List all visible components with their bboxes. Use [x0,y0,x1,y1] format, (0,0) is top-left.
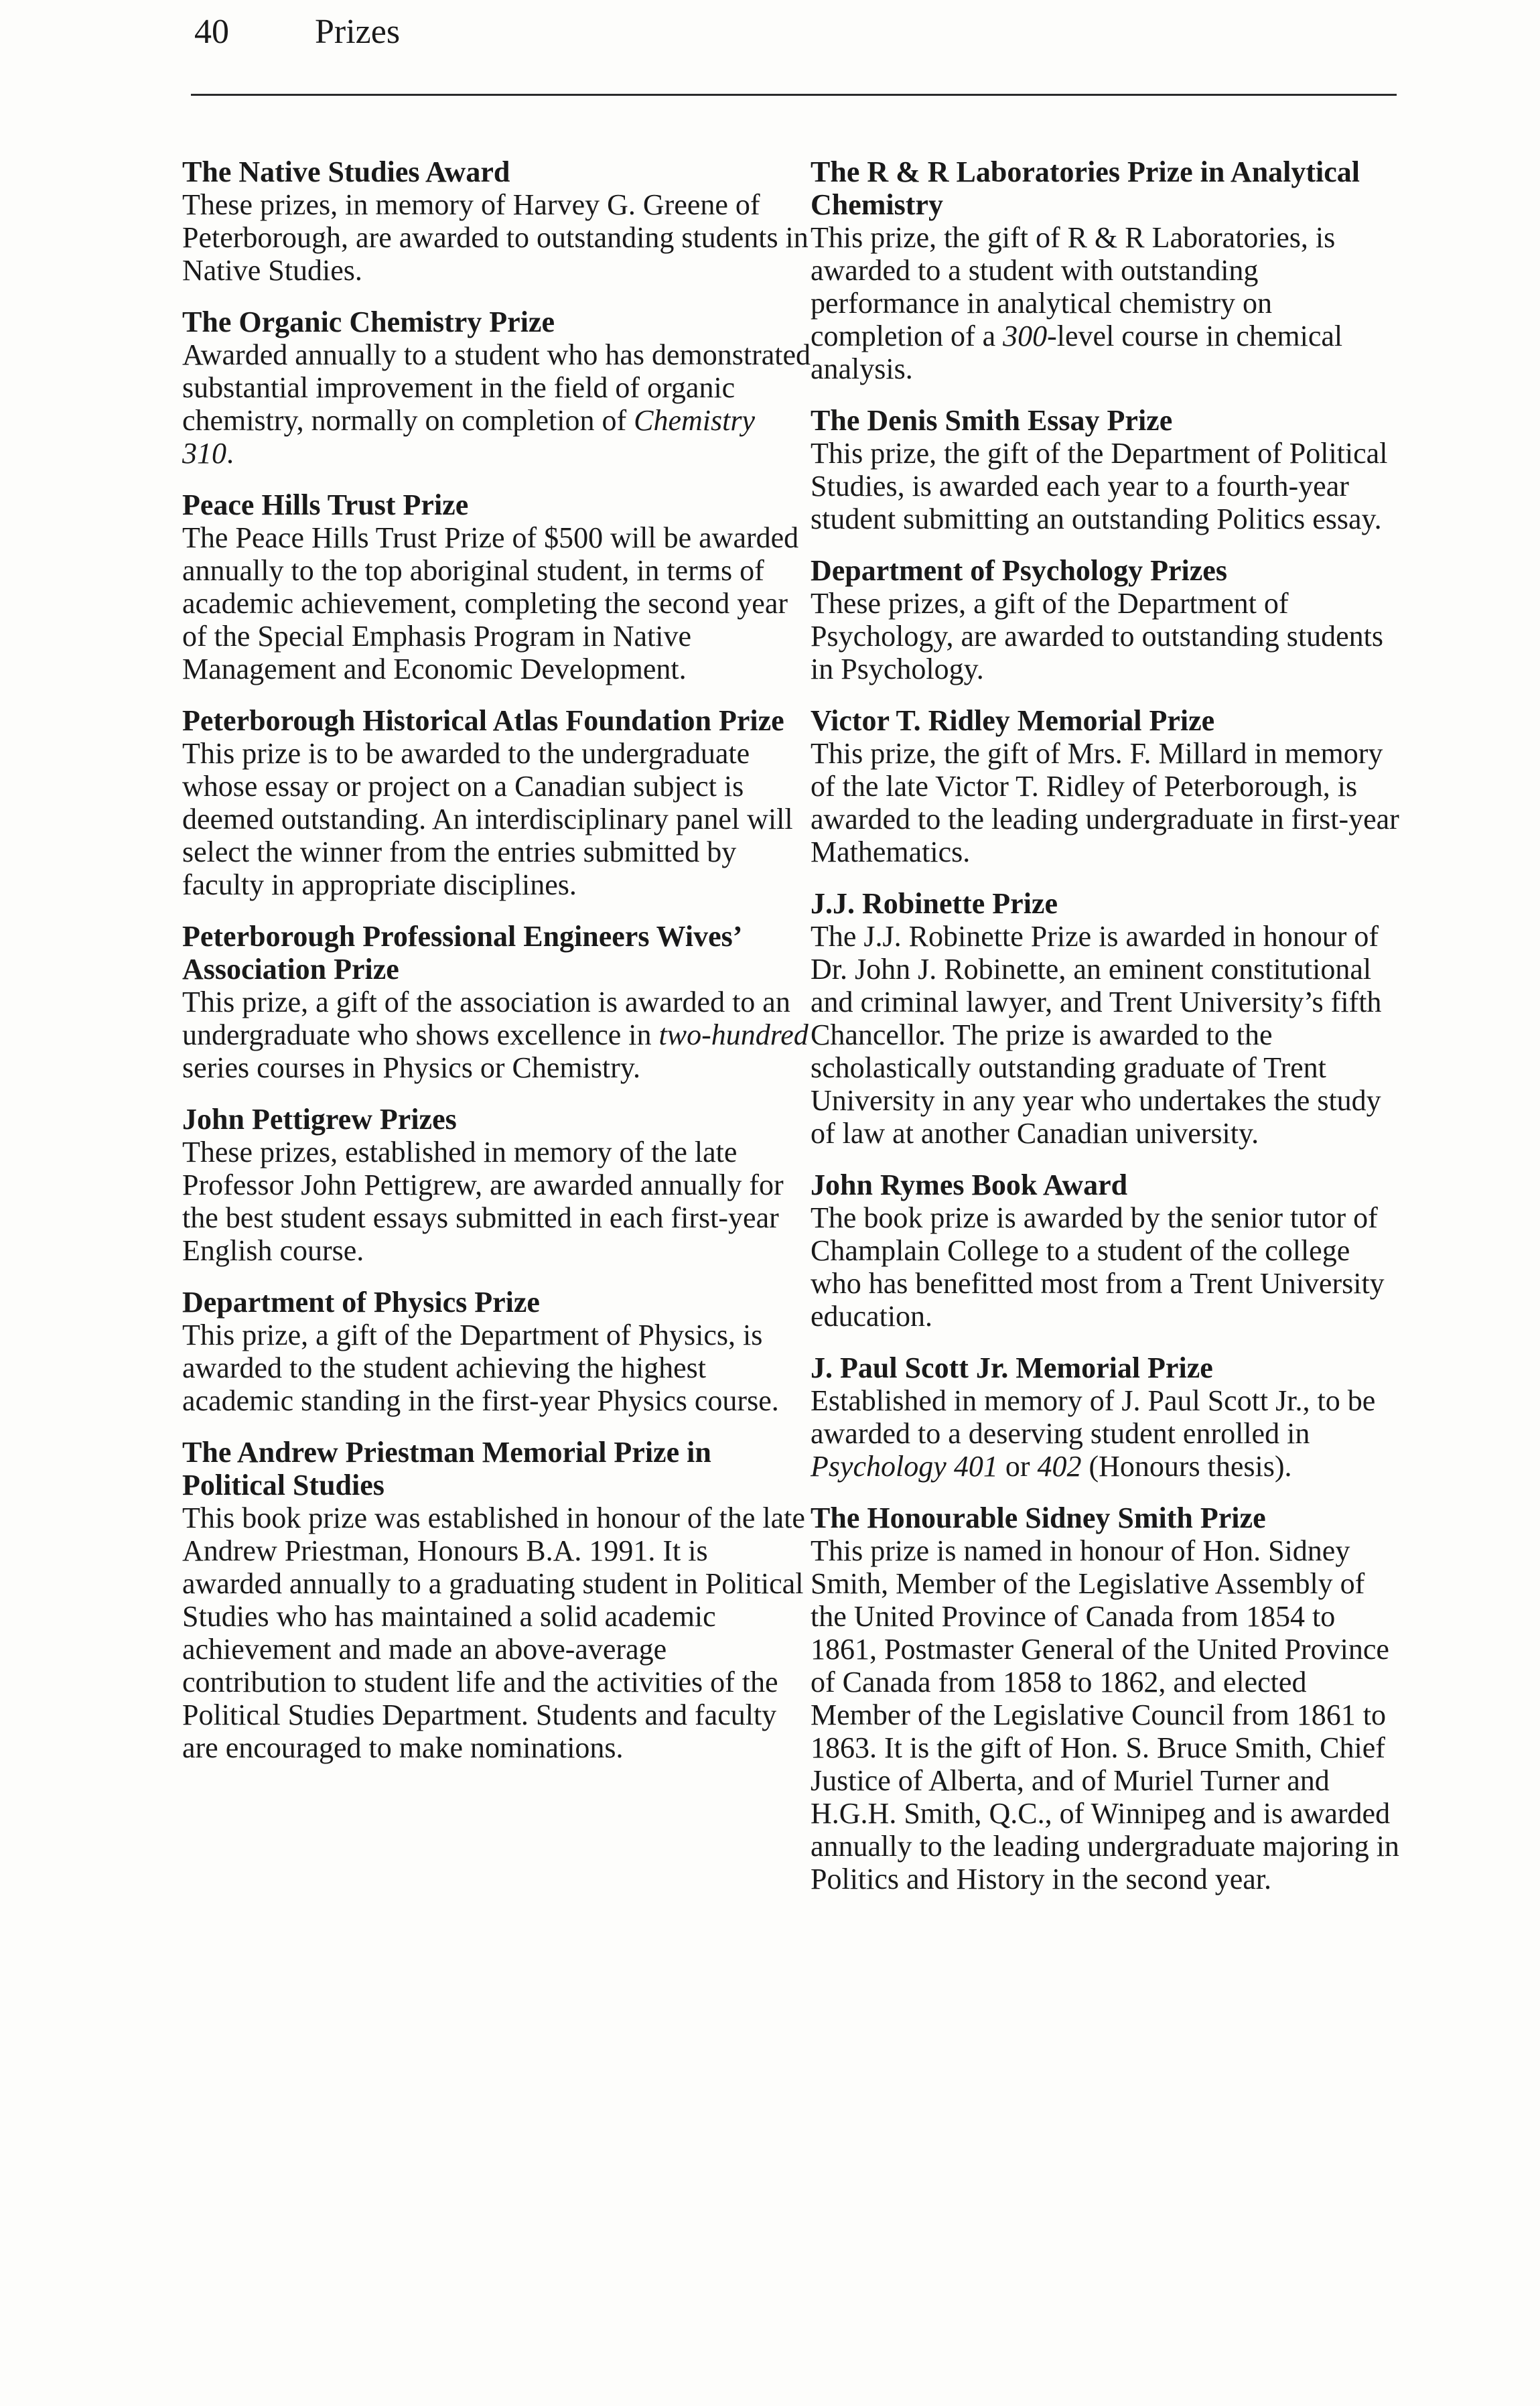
prize-description: The book prize is awarded by the senior tutor of Champlain College to a student of the college who has benefitted most from a Trent University education. [811,1201,1385,1333]
description-text: This prize, the gift of R & R Laboratories, is awarded to a student with outstanding performance in analytical chemistry on completion of a [811,221,1336,352]
prize-title: John Pettigrew Prizes [182,1103,457,1136]
header-rule [191,94,1397,96]
prize-title: The Honourable Sidney Smith Prize [811,1501,1266,1534]
course-level: 300 [1003,320,1048,352]
description-text: series courses in Physics or Chemistry. [182,1051,640,1084]
description-text: -level course in chemical analysis. [811,320,1343,385]
prize-entry [811,887,1400,1150]
prize-title: Department of Psychology Prizes [811,554,1227,587]
description-text: Awarded annually to a student who has demonstrated substantial improvement in the field of organic chemistry, normally on completion of [182,338,811,437]
emphasis-text: two-hundred [658,1018,809,1051]
prize-description: This prize is to be awarded to the undergraduate whose essay or project on a Canadian subject is deemed outstanding. An interdisciplinary panel will select the winner from the entries submitted by faculty in appropriate disciplines. [182,737,793,901]
prize-entry [811,554,1400,685]
prize-description: These prizes, a gift of the Department of Psychology, are awarded to outstanding students in Psychology. [811,587,1383,685]
prize-title: The Andrew Priestman Memorial Prize in Political Studies [182,1436,711,1501]
prize-title: Peace Hills Trust Prize [182,488,469,521]
prize-entry [811,1168,1400,1333]
course-name: Chemistry 310 [182,404,756,470]
description-text: (Honours thesis). [1081,1450,1292,1483]
running-head [194,5,400,59]
prize-entry [811,155,1400,385]
prize-description: The J.J. Robinette Prize is awarded in honour of Dr. John J. Robinette, an eminent constitutional and criminal lawyer, and Trent University’s fifth Chancellor. The prize is awarded to the scholastically outstanding graduate of Trent University in any year who undertakes the study of law at another Canadian university. [811,920,1382,1150]
prize-description: These prizes, in memory of Harvey G. Greene of Peterborough, are awarded to outstanding students in Native Studies. [182,188,809,287]
prize-entry [811,704,1400,868]
prize-entry [182,1436,812,1764]
prize-title: The Denis Smith Essay Prize [811,404,1173,437]
prize-title: The Native Studies Award [182,155,510,188]
description-text: This prize, a gift of the association is awarded to an undergraduate who shows excellence in [182,986,790,1051]
course-name: Psychology 401 [811,1450,998,1483]
prize-description: This prize, a gift of the Department of Physics, is awarded to the student achieving the highest academic standing in the first-year Physics course. [182,1319,779,1417]
course-name: 402 [1037,1450,1082,1483]
description-text: . [226,437,234,470]
prize-title: Victor T. Ridley Memorial Prize [811,704,1215,737]
prize-entry [182,488,812,685]
prize-entry [182,704,812,901]
prize-entry [182,1286,812,1417]
prize-title: J. Paul Scott Jr. Memorial Prize [811,1351,1213,1384]
left-column [182,155,812,1783]
prize-description [811,221,1400,385]
prize-description: This prize, the gift of the Department of Political Studies, is awarded each year to a fourth-year student submitting an outstanding Politics essay. [811,437,1388,535]
prize-description: This prize, the gift of Mrs. F. Millard in memory of the late Victor T. Ridley of Peterborough, is awarded to the leading undergraduate in first-year Mathematics. [811,737,1399,868]
section-title: Prizes [315,13,401,51]
prize-title: Peterborough Historical Atlas Foundation Prize [182,704,784,737]
description-text: Established in memory of J. Paul Scott Jr., to be awarded to a deserving student enrolled in [811,1384,1376,1450]
prize-entry [811,1351,1400,1483]
right-column [811,155,1400,1914]
prize-description [182,338,812,470]
description-text: or [997,1450,1038,1483]
prize-entry [811,404,1400,535]
prize-title: The Organic Chemistry Prize [182,306,555,338]
prize-title: J.J. Robinette Prize [811,887,1058,920]
prize-description [811,1384,1400,1483]
page-number: 40 [194,13,229,51]
prize-title: Department of Physics Prize [182,1286,540,1319]
prize-title: Peterborough Professional Engineers Wives’ Association Prize [182,920,741,986]
prize-description: These prizes, established in memory of the late Professor John Pettigrew, are awarded annually for the best student essays submitted in each first-year English course. [182,1136,784,1267]
prize-entry [182,1103,812,1267]
prize-entry [182,306,812,470]
prize-description [182,986,812,1084]
prize-entry [182,155,812,287]
prize-description: This prize is named in honour of Hon. Sidney Smith, Member of the Legislative Assembly of the United Province of Canada from 1854 to 1861, Postmaster General of the United Province of Canada from 1858 to 1862, and elected Member of the Legislative Council from 1861 to 1863. It is the gift of Hon. S. Bruce Smith, Chief Justice of Alberta, and of Muriel Turner and H.G.H. Smith, Q.C., of Winnipeg and is awarded annually to the leading undergraduate majoring in Politics and History in the second year. [811,1534,1399,1895]
prize-title: John Rymes Book Award [811,1168,1128,1201]
prize-entry [182,920,812,1084]
prize-entry [811,1501,1400,1895]
prize-title: The R & R Laboratories Prize in Analytical Chemistry [811,155,1360,221]
prize-description: This book prize was established in honour of the late Andrew Priestman, Honours B.A. 1991. It is awarded annually to a graduating student in Political Studies who has maintained a solid academic achievement and made an above-average contribution to student life and the activities of the Political Studies Department. Students and faculty are encouraged to make nominations. [182,1501,805,1764]
prize-description: The Peace Hills Trust Prize of $500 will be awarded annually to the top aboriginal student, in terms of academic achievement, completing the second year of the Special Emphasis Program in Native Management and Economic Development. [182,521,799,685]
